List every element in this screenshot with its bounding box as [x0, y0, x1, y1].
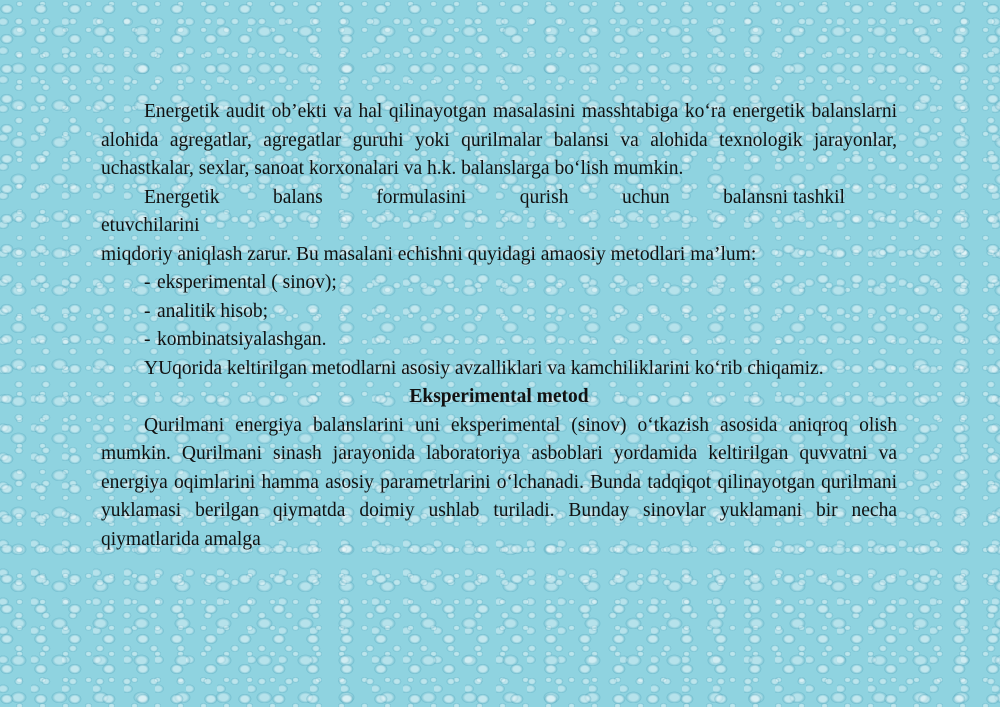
word: qurish	[519, 186, 569, 208]
list-item: - eksperimental ( sinov);	[101, 269, 897, 298]
list-item: - kombinatsiyalashgan.	[101, 326, 897, 355]
word: formulasini	[376, 186, 467, 208]
paragraph-experimental-method: Qurilmani energiya balanslarini uni eksperimental (sinov) o‘tkazish asosida aniqroq olish mumkin. Qurilmani sinash jarayonida laboratoriya asboblari yordamida keltirilgan quvvatni va energiya oqimlarini hamma asosiy parametrlarini o‘lchanadi. Bunda tadqiqot qilinayotgan qurilmani yuklamasi berilgan qiymatda doimiy ushlab turiladi. Bunday sinovlar yuklamani bir necha qiymatlarida amalga	[101, 414, 897, 550]
section-heading: Eksperimental metod	[409, 386, 589, 407]
list-item: - analitik hisob;	[101, 298, 897, 327]
dash-icon: -	[144, 272, 151, 293]
document-body	[101, 98, 897, 554]
paragraph-balance-formula-rest: miqdoriy aniqlash zarur. Bu masalani echishni quyidagi amaosiy metodlari ma’lum:	[101, 243, 757, 265]
paragraph-methods-review: YUqorida keltirilgan metodlarni asosiy avzalliklari va kamchiliklarini ko‘rib chiqamiz.	[144, 357, 824, 379]
paragraph-energy-audit: Energetik audit ob’ekti va hal qilinayotgan masalasini masshtabiga ko‘ra energetik balanslarni alohida agregatlar, agregatlar guruhi yoki qurilmalar balansi va alohida texnologik jarayonlar, uchastkalar, sexlar, sanoat korxonalari va h.k. balanslarga bo‘lish mumkin.	[101, 101, 897, 179]
word: balansni tashkil	[723, 186, 845, 208]
word: balans	[272, 186, 323, 208]
word: Energetik	[144, 186, 220, 208]
paragraph-balance-formula-line2: etuvchilarini	[101, 215, 200, 236]
paragraph-balance-formula-line1	[101, 184, 897, 213]
dash-icon: -	[144, 300, 151, 322]
dash-icon: -	[144, 329, 151, 350]
word: uchun	[621, 186, 670, 208]
